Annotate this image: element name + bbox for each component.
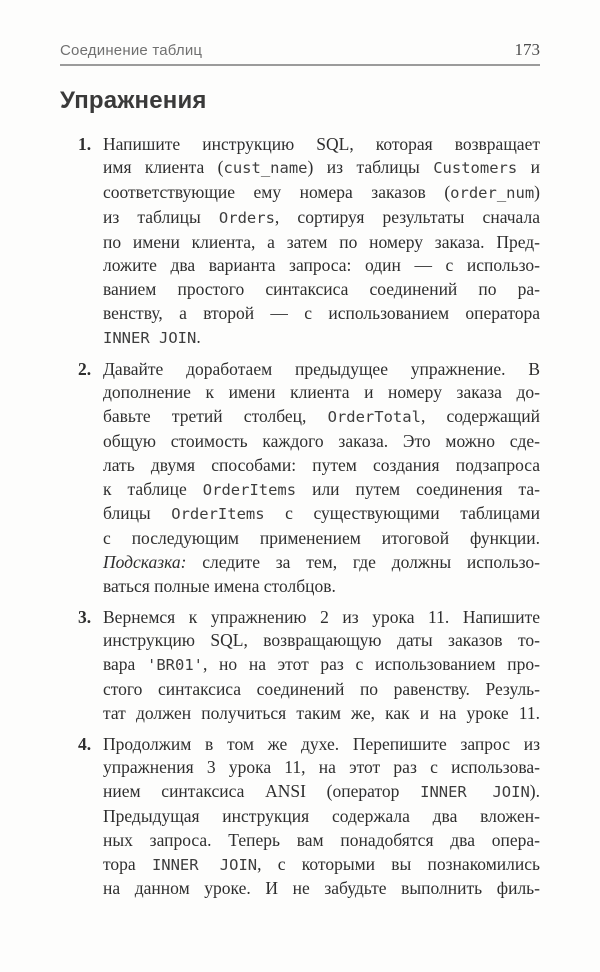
code-span: INNER JOIN [103, 328, 197, 347]
code-span: cust_name [223, 159, 308, 178]
text-line [103, 527, 540, 551]
text-span: ных запроса. Теперь вам понадобятся два опера- [103, 829, 540, 850]
text-span: Продолжим в том же духе. Перепишите запрос из [103, 733, 540, 754]
text-span: с последующим применением итоговой функции. [103, 528, 540, 549]
text-span: с существующими таблицами [264, 503, 540, 524]
text-line [103, 606, 540, 630]
exercise-text [103, 133, 540, 351]
code-span: INNER JOIN [420, 783, 530, 802]
code-span: OrderTotal [327, 408, 421, 427]
text-span: или путем соединения та- [296, 478, 540, 499]
text-span: и [517, 157, 540, 178]
text-span: инструкцию SQL, возвращающую даты заказов то- [103, 630, 540, 651]
text-span: , сортируя результаты сначала [274, 206, 540, 227]
text-span: тат должен получиться таким же, как и на уроке 11. [103, 702, 540, 723]
text-line [103, 405, 540, 430]
page-number: 173 [514, 40, 540, 59]
text-line [103, 702, 540, 726]
text-span: венству, а второй — с использованием оператора [103, 303, 540, 324]
text-span: стого синтаксиса соединений по равенству. Резуль- [103, 679, 540, 700]
text-span: Напишите инструкцию SQL, которая возвращает [103, 133, 540, 154]
text-span: Вернемся к упражнению 2 из урока 11. Напишите [103, 606, 540, 627]
text-line [103, 156, 540, 181]
text-span: из таблицы [103, 206, 219, 227]
text-span: , но на этот раз с использованием про- [203, 654, 540, 675]
code-span: order_num [450, 184, 535, 203]
exercise-number: 3. [78, 606, 92, 627]
text-span: упражнения 3 урока 11, на этот раз с использова- [103, 757, 540, 778]
text-span: нием синтаксиса ANSI (оператор [103, 781, 421, 802]
text-line [103, 756, 540, 780]
running-header [60, 40, 540, 60]
section-heading: Упражнения [60, 86, 207, 114]
text-span: бавьте третий столбец, [103, 406, 328, 427]
text-line [103, 551, 540, 575]
text-line [103, 678, 540, 702]
text-line [103, 133, 540, 157]
text-line [103, 254, 540, 278]
text-line [103, 575, 540, 599]
text-line [103, 181, 540, 206]
text-span: ) [534, 182, 540, 203]
text-span: соответствующие ему номера заказов ( [103, 182, 451, 203]
exercise-item [78, 133, 540, 351]
text-line [103, 206, 540, 231]
text-span: , с которыми вы познакомились [257, 853, 541, 874]
text-line [103, 454, 540, 478]
text-span: ) из таблицы [307, 157, 434, 178]
exercise-item [78, 606, 540, 726]
text-line [103, 478, 540, 503]
text-span: ложите два варианта запроса: один — с использо- [103, 255, 540, 276]
code-span: OrderItems [171, 505, 265, 524]
text-line [103, 629, 540, 653]
running-head-title: Соединение таблиц [60, 42, 203, 59]
text-line [103, 853, 540, 878]
text-span: Давайте доработаем предыдущее упражнение. В [103, 358, 540, 379]
text-line [103, 278, 540, 302]
text-line [103, 733, 540, 757]
text-line [103, 358, 540, 382]
text-span: Предыдущая инструкция содержала два вложен- [103, 806, 540, 827]
text-span: блицы [103, 503, 172, 524]
exercise-number: 1. [78, 133, 92, 154]
text-span: ванием простого синтаксиса соединений по ра- [103, 279, 540, 300]
text-line [103, 877, 540, 901]
code-span: Orders [218, 208, 275, 227]
text-span: лать двумя способами: путем создания подзапроса [103, 454, 540, 475]
italic-span: Подсказка: [103, 552, 187, 573]
text-span: . [196, 326, 201, 347]
text-span: к таблице [103, 478, 203, 499]
exercise-item [78, 358, 540, 599]
exercise-number: 2. [78, 358, 92, 379]
text-line [103, 829, 540, 853]
code-span: Customers [433, 159, 518, 178]
code-span: 'BR01' [147, 656, 203, 675]
text-line [103, 430, 540, 454]
exercise-text [103, 606, 540, 726]
header-rule [60, 64, 540, 66]
text-line [103, 326, 540, 351]
text-line [103, 502, 540, 527]
text-span: следите за тем, где должны использо- [186, 552, 540, 573]
exercise-list [60, 133, 540, 902]
text-span: ). [529, 781, 540, 802]
text-line [103, 381, 540, 405]
exercise-number: 4. [78, 733, 92, 754]
text-span: тора [103, 853, 152, 874]
exercise-text [103, 733, 540, 902]
text-span: на данном уроке. И не забудьте выполнить филь- [103, 878, 540, 899]
text-line [103, 302, 540, 326]
text-line [103, 805, 540, 829]
text-span: ваться полные имена столбцов. [103, 575, 336, 596]
text-span: имя клиента ( [103, 157, 224, 178]
code-span: OrderItems [202, 480, 297, 499]
exercise-item [78, 733, 540, 902]
exercise-text [103, 358, 540, 599]
text-span: по имени клиента, а затем по номеру заказа. Пред- [103, 231, 540, 252]
text-line [103, 653, 540, 678]
text-span: , содержащий [420, 406, 540, 427]
code-span: INNER JOIN [151, 855, 258, 874]
text-span: общую стоимость каждого заказа. Это можно сде- [103, 431, 540, 452]
text-line [103, 780, 540, 805]
text-span: дополнение к имени клиента и номеру заказа до- [103, 382, 540, 403]
text-span: вара [103, 654, 147, 675]
text-line [103, 231, 540, 255]
